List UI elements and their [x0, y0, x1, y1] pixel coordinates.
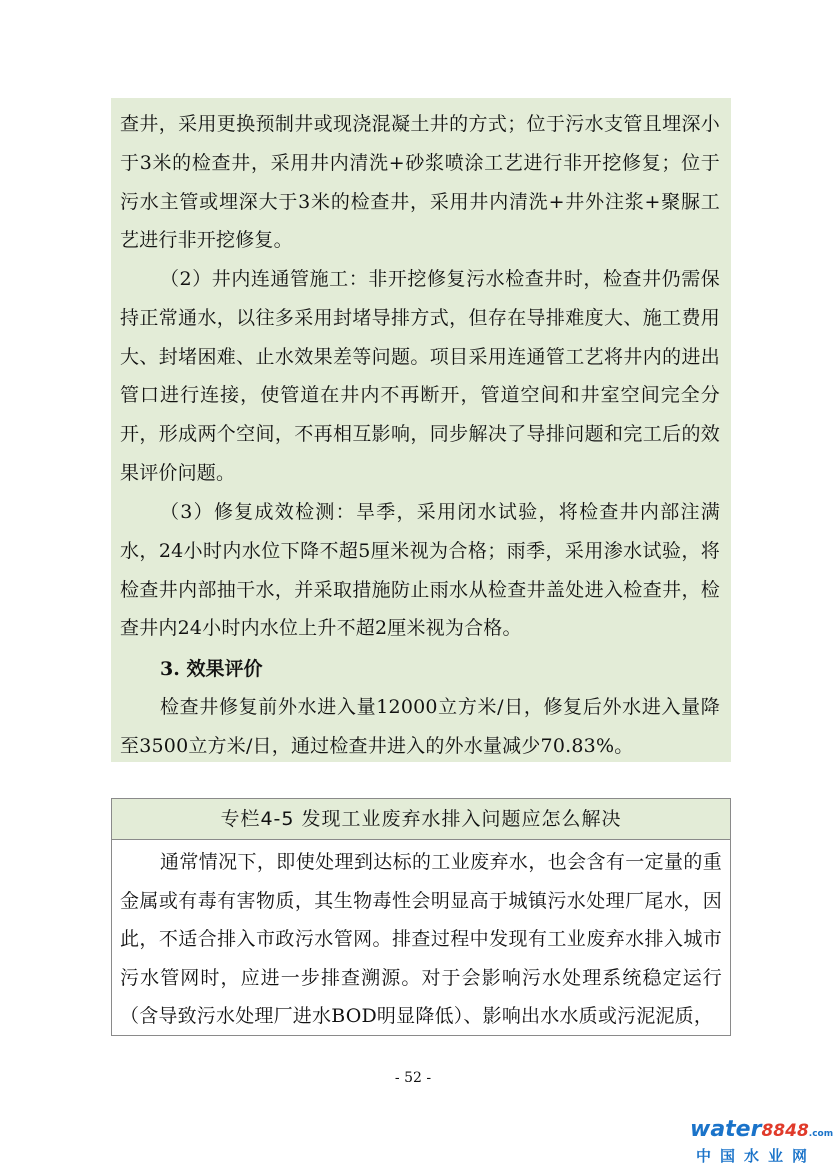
watermark-number-text: 8848: [761, 1121, 809, 1141]
watermark-water-text: water: [690, 1117, 762, 1142]
paragraph-connecting-pipe: （2）井内连通管施工：非开挖修复污水检查井时，检查井仍需保持正常通水，以往多采用封堵导排方式，但存在导排难度大、施工费用大、封堵困难、止水效果差等问题。项目采用连通管工艺将井内的进出管口进行连接，使管道在井内不再断开，管道空间和井室空间完全分开，形成两个空间，不再相互影响，同步解决了导排问题和完工后的效果评价问题。: [120, 268, 720, 484]
watermark-logo: [690, 1117, 833, 1166]
column-title: 专栏4-5 发现工业废弃水排入问题应怎么解决: [112, 799, 730, 840]
watermark-domain-text: .com: [808, 1129, 833, 1139]
section-heading-effect-evaluation: 3. 效果评价: [160, 658, 263, 680]
watermark-chinese-name: 中国水业网: [695, 1147, 816, 1165]
column-body: 通常情况下，即使处理到达标的工业废弃水，也会含有一定量的重金属或有毒有害物质，其生物毒性会明显高于城镇污水处理厂尾水，因此，不适合排入市政污水管网。排查过程中发现有工业废弃水排入城市污水管网时，应进一步排查溯源。对于会影响污水处理系统稳定运行（含导致污水处理厂进水BOD明显降低）、影响出水水质或污泥泥质，: [120, 851, 722, 1028]
column-box: [111, 798, 731, 1036]
watermark-wordmark: [690, 1117, 833, 1146]
paragraph-repair-testing: （3）修复成效检测：旱季，采用闭水试验，将检查井内部注满水，24小时内水位下降不超5厘米视为合格；雨季，采用渗水试验，将检查井内部抽干水，并采取措施防止雨水从检查井盖处进入检查井，检查井内24小时内水位上升不超2厘米视为合格。: [120, 501, 720, 640]
paragraph-effect-evaluation: 检查井修复前外水进入量12000立方米/日，修复后外水进入量降至3500立方米/日，通过检查井进入的外水量减少70.83%。: [120, 696, 720, 757]
page-number: - 52 -: [394, 1070, 432, 1086]
paragraph-inspection-well-methods: 查井，采用更换预制井或现浇混凝土井的方式；位于污水支管且埋深小于3米的检查井，采用井内清洗+砂浆喷涂工艺进行非开挖修复；位于污水主管或埋深大于3米的检查井，采用井内清洗+井外注浆+聚脲工艺进行非开挖修复。: [120, 113, 720, 252]
